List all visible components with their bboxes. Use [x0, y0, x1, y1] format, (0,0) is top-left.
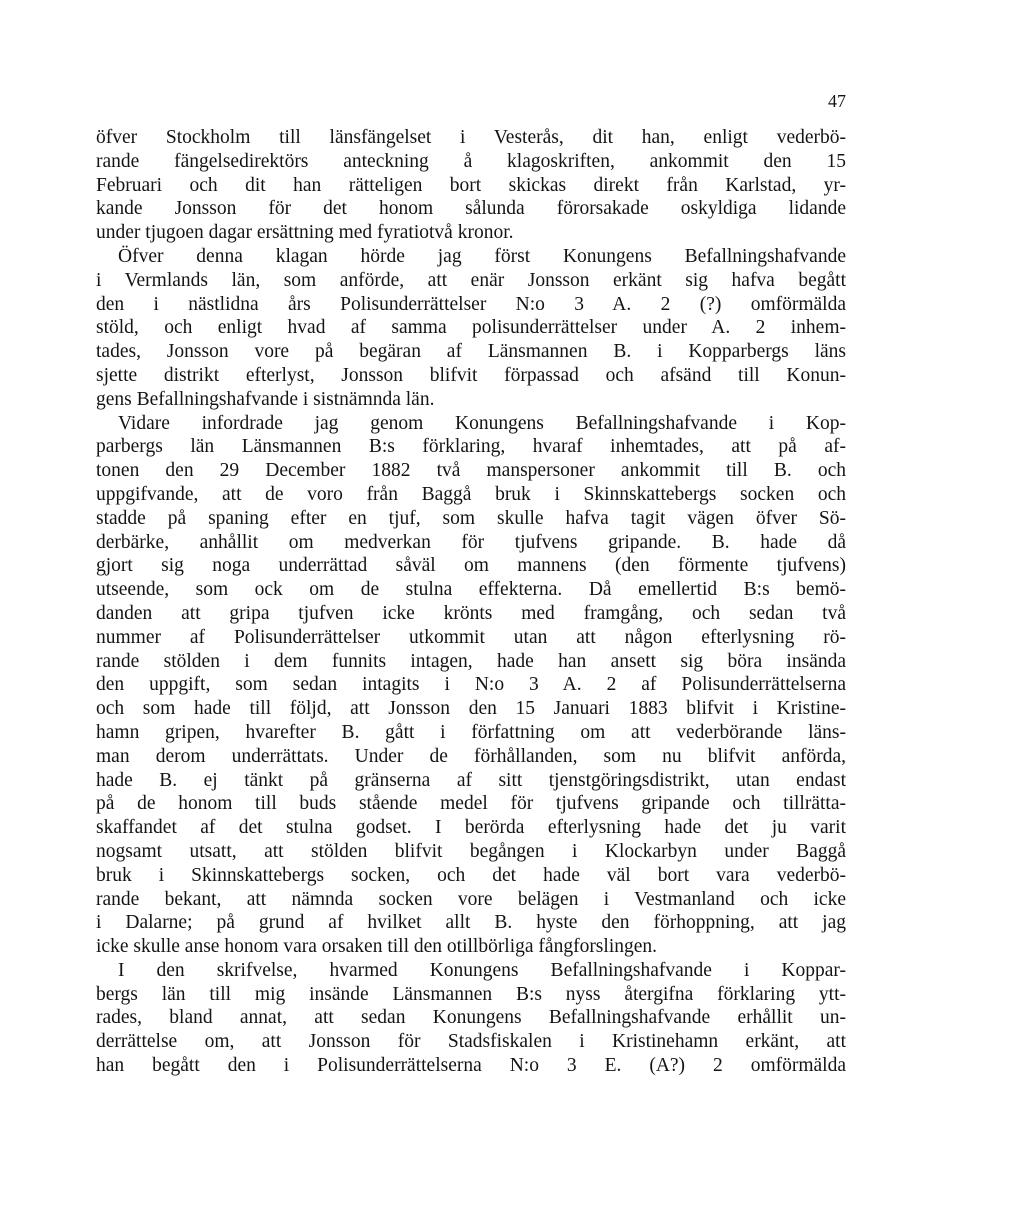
text-line: derrättelse om, att Jonsson för Stadsfiskalen i Kristinehamn erkänt, att — [96, 1031, 846, 1053]
text-line: derbärke, anhållit om medverkan för tjufvens gripande. B. hade då — [96, 531, 846, 553]
text-line: nogsamt utsatt, att stölden blifvit begången i Klockarbyn under Baggå — [96, 840, 846, 862]
text-line: under tjugoen dagar ersättning med fyratiotvå kronor. — [96, 222, 514, 244]
text-line: hamn gripen, hvarefter B. gått i författning om att vederbörande läns- — [96, 721, 846, 743]
paragraph-first-line: Öfver denna klagan hörde jag först Konungens Befallningshafvande — [118, 245, 846, 267]
text-line: tonen den 29 December 1882 två manspersoner ankommit till B. och — [96, 460, 846, 482]
text-line: icke skulle anse honom vara orsaken till den otillbörliga fångforslingen. — [96, 936, 658, 958]
text-line: sjette distrikt efterlyst, Jonsson blifvit förpassad och afsänd till Konun- — [96, 364, 846, 386]
text-line: rande fängelsedirektörs anteckning å klagoskriften, ankommit den 15 — [96, 150, 846, 172]
text-line: rande stölden i dem funnits intagen, hade han ansett sig böra insända — [96, 650, 846, 672]
body-text — [96, 126, 846, 1078]
text-line: gjort sig noga underrättad såväl om mannens (den förmente tjufvens) — [96, 555, 846, 577]
text-line: och som hade till följd, att Jonsson den 15 Januari 1883 blifvit i Kristine- — [96, 698, 846, 720]
text-line: stöld, och enligt hvad af samma polisunderrättelser under A. 2 inhem- — [96, 317, 846, 339]
paragraph-first-line: Vidare infordrade jag genom Konungens Befallningshafvande i Kop- — [118, 412, 846, 434]
text-line: i Dalarne; på grund af hvilket allt B. hyste den förhoppning, att jag — [96, 912, 846, 934]
text-line: utseende, som ock om de stulna effekterna. Då emellertid B:s bemö- — [96, 579, 846, 601]
text-line: på de honom till buds stående medel för tjufvens gripande och tillrätta- — [96, 793, 846, 815]
paragraph-first-line: I den skrifvelse, hvarmed Konungens Befallningshafvande i Koppar- — [118, 959, 846, 981]
text-line: parbergs län Länsmannen B:s förklaring, hvaraf inhemtades, att på af- — [96, 436, 846, 458]
page-number — [806, 89, 846, 113]
text-line: Februari och dit han rätteligen bort skickas direkt från Karlstad, yr- — [96, 174, 846, 196]
text-line: skaffandet af det stulna godset. I berörda efterlysning hade det ju varit — [96, 817, 846, 839]
text-line: gens Befallningshafvande i sistnämnda län. — [96, 388, 435, 410]
text-line: rades, bland annat, att sedan Konungens Befallningshafvande erhållit un- — [96, 1007, 846, 1029]
text-line: den uppgift, som sedan intagits i N:o 3 A. 2 af Polisunderrättelserna — [96, 674, 846, 696]
text-line: rande bekant, att nämnda socken vore belägen i Vestmanland och icke — [96, 888, 846, 910]
text-line: bruk i Skinnskattebergs socken, och det hade väl bort vara vederbö- — [96, 864, 846, 886]
text-line: i Vermlands län, som anförde, att enär Jonsson erkänt sig hafva begått — [96, 269, 846, 291]
page-number-text: 47 — [828, 91, 846, 111]
text-line: öfver Stockholm till länsfängelset i Vesterås, dit han, enligt vederbö- — [96, 127, 846, 148]
text-line: den i nästlidna års Polisunderrättelser N:o 3 A. 2 (?) omförmälda — [96, 293, 846, 315]
text-line: stadde på spaning efter en tjuf, som skulle hafva tagit vägen öfver Sö- — [96, 507, 846, 529]
text-line: tades, Jonsson vore på begäran af Länsmannen B. i Kopparbergs läns — [96, 341, 846, 363]
text-line: uppgifvande, att de voro från Baggå bruk i Skinnskattebergs socken och — [96, 483, 846, 505]
text-line: nummer af Polisunderrättelser utkommit utan att någon efterlysning rö- — [96, 626, 846, 648]
text-line: man derom underrättats. Under de förhållanden, som nu blifvit anförda, — [96, 745, 846, 767]
text-line: danden att gripa tjufven icke krönts med framgång, och sedan två — [96, 602, 846, 624]
text-line: han begått den i Polisunderrättelserna N:o 3 E. (A?) 2 omförmälda — [96, 1055, 846, 1077]
text-line: hade B. ej tänkt på gränserna af sitt tjenstgöringsdistrikt, utan endast — [96, 769, 846, 791]
text-line: kande Jonsson för det honom sålunda förorsakade oskyldiga lidande — [96, 198, 846, 220]
text-line: bergs län till mig insände Länsmannen B:s nyss återgifna förklaring ytt- — [96, 983, 846, 1005]
